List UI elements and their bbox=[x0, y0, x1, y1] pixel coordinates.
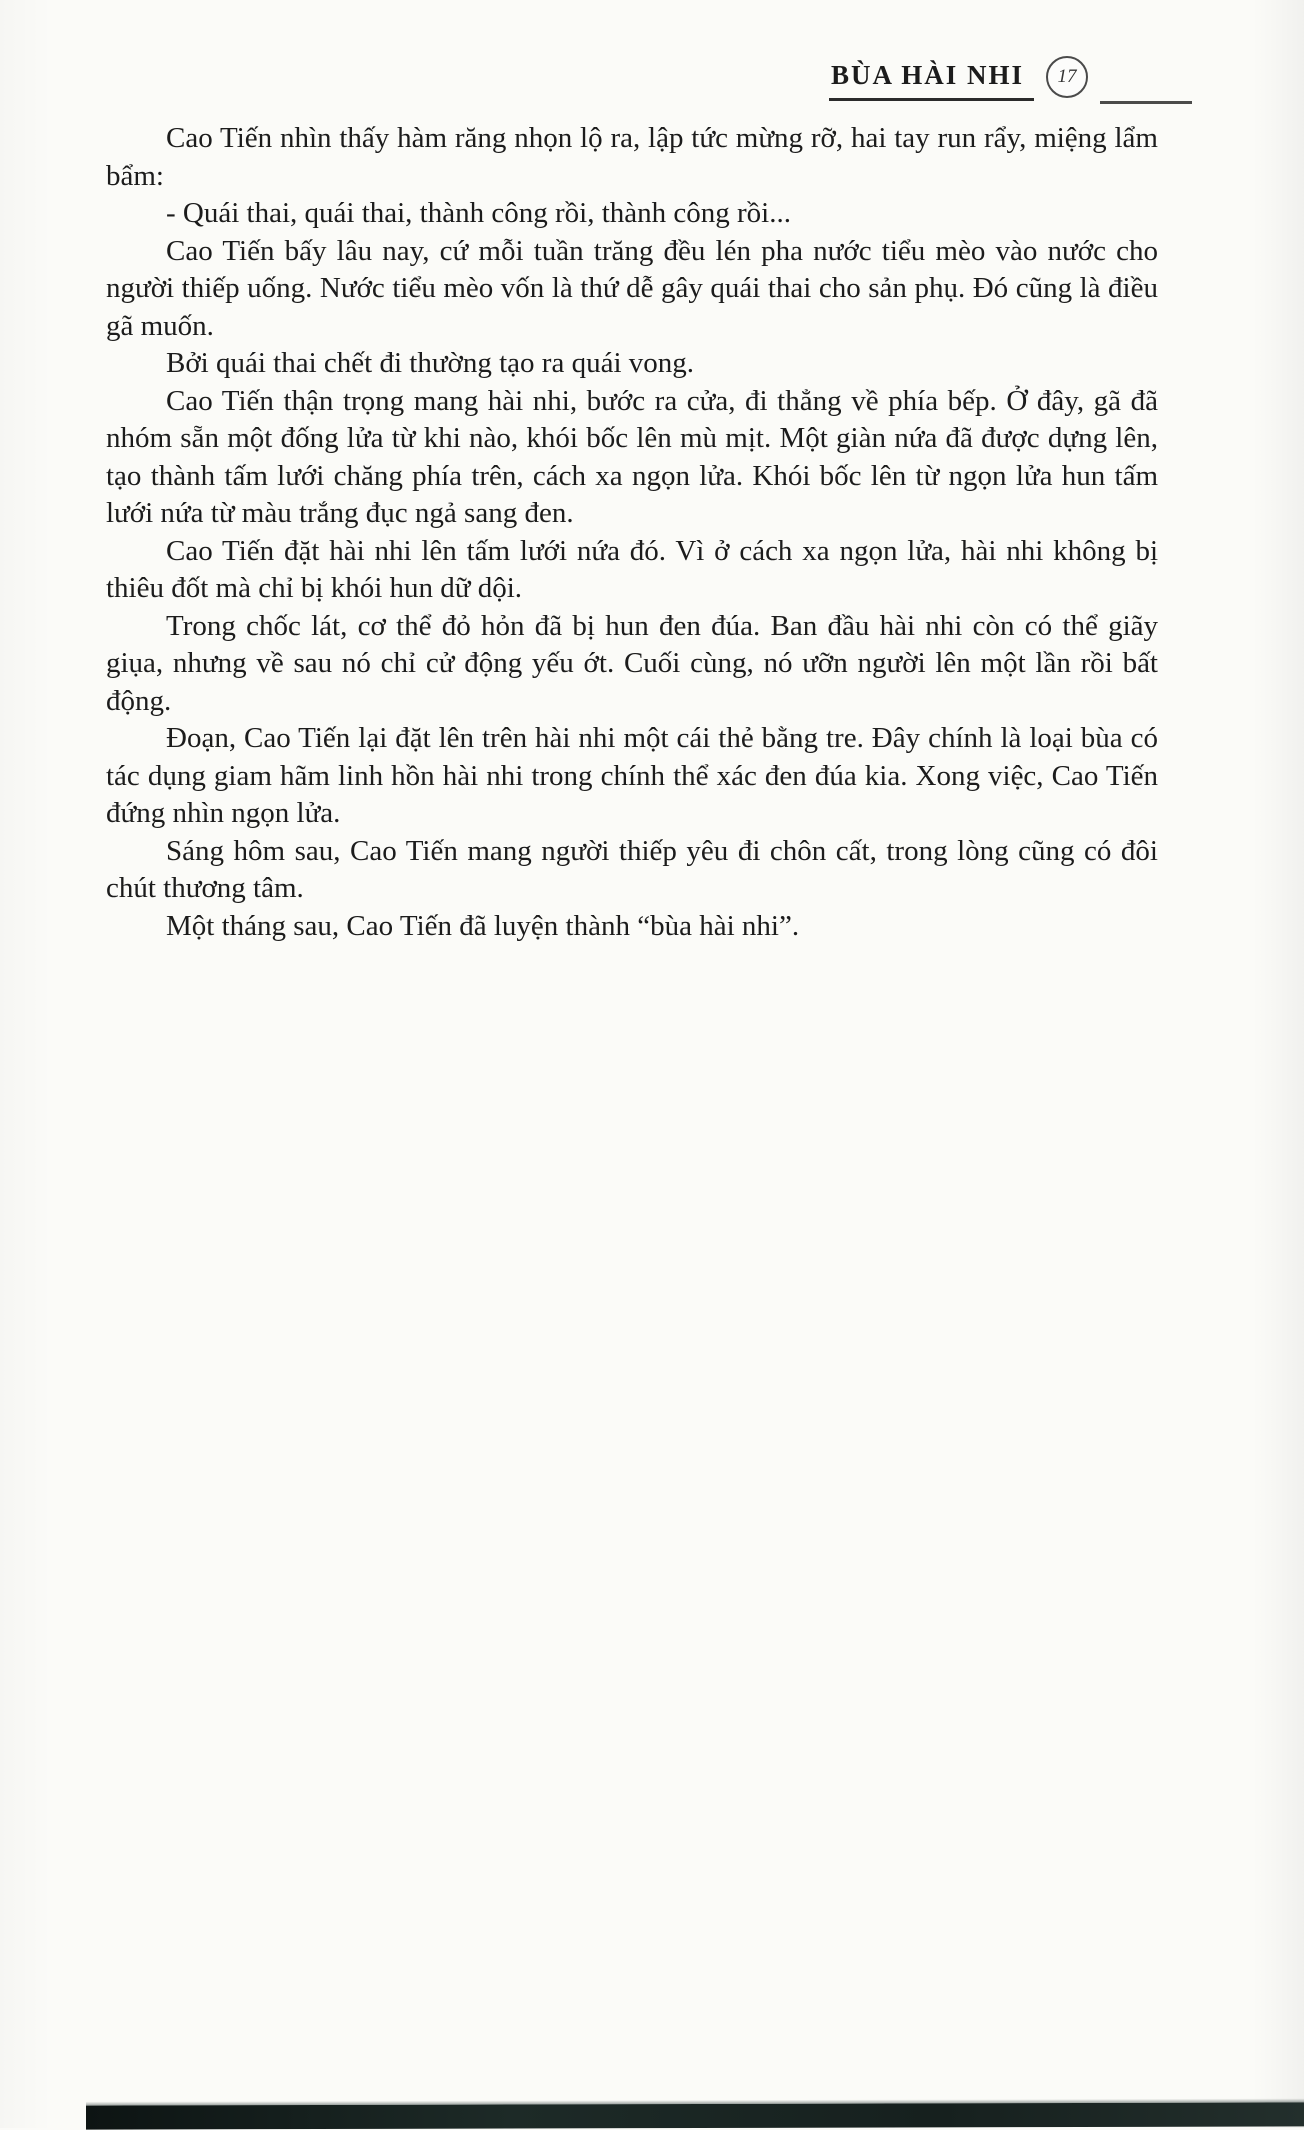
text-block bbox=[106, 120, 1158, 945]
paragraph: Cao Tiến bấy lâu nay, cứ mỗi tuần trăng đều lén pha nước tiểu mèo vào nước cho người thiếp uống. Nước tiểu mèo vốn là thứ dễ gây quái thai cho sản phụ. Đó cũng là điều gã muốn. bbox=[106, 234, 1158, 342]
paragraph: Cao Tiến nhìn thấy hàm răng nhọn lộ ra, lập tức mừng rỡ, hai tay run rẩy, miệng lẩm bẩm: bbox=[106, 122, 1158, 192]
paragraph: Một tháng sau, Cao Tiến đã luyện thành “bùa hài nhi”. bbox=[166, 909, 800, 942]
scan-edge-bar bbox=[86, 2102, 1304, 2129]
page-header bbox=[829, 56, 1192, 104]
paragraph: Đoạn, Cao Tiến lại đặt lên trên hài nhi một cái thẻ bằng tre. Đây chính là loại bùa có tác dụng giam hãm linh hồn hài nhi trong chính thể xác đen đúa kia. Xong việc, Cao Tiến đứng nhìn ngọn lửa. bbox=[106, 722, 1158, 829]
paragraph: Cao Tiến thận trọng mang hài nhi, bước ra cửa, đi thẳng về phía bếp. Ở đây, gã đã nhóm sẵn một đống lửa từ khi nào, khói bốc lên mù mịt. Một giàn nứa đã được dựng lên, tạo thành tấm lưới chăng phía trên, cách xa ngọn lửa. Khói bốc lên từ ngọn lửa hun tấm lưới nứa từ màu trắng đục ngả sang đen. bbox=[106, 384, 1158, 529]
paragraph: Sáng hôm sau, Cao Tiến mang người thiếp yêu đi chôn cất, trong lòng cũng có đôi chút thương tâm. bbox=[106, 834, 1158, 904]
paragraph: Trong chốc lát, cơ thể đỏ hỏn đã bị hun đen đúa. Ban đầu hài nhi còn có thể giãy giụa, nhưng về sau nó chỉ cử động yếu ớt. Cuối cùng, nó ưỡn người lên một lần rồi bất động. bbox=[106, 609, 1158, 717]
paragraph: Cao Tiến đặt hài nhi lên tấm lưới nứa đó. Vì ở cách xa ngọn lửa, hài nhi không bị thiêu đốt mà chỉ bị khói hun dữ dội. bbox=[106, 534, 1158, 604]
running-title: BÙA HÀI NHI bbox=[829, 60, 1034, 101]
header-rule bbox=[1100, 101, 1192, 104]
paragraph: Bởi quái thai chết đi thường tạo ra quái vong. bbox=[166, 347, 695, 379]
paragraph: - Quái thai, quái thai, thành công rồi, thành công rồi... bbox=[166, 197, 791, 229]
page-number-badge: 17 bbox=[1046, 56, 1088, 98]
